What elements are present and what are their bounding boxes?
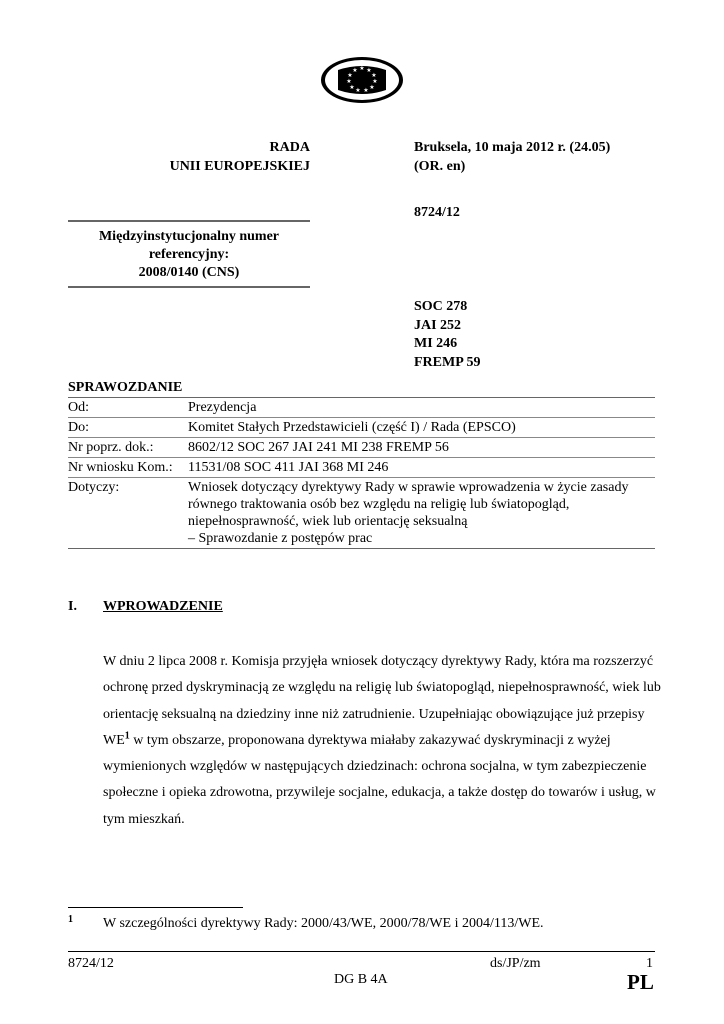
- council-line-2: UNII EUROPEJSKIEJ: [169, 159, 310, 174]
- council-name: [100, 138, 310, 176]
- subject-line: – Sprawozdanie z postępów prac: [188, 531, 373, 546]
- row-key: Dotyczy:: [68, 478, 188, 549]
- council-line-1: RADA: [269, 140, 310, 155]
- footnote-mark: 1: [68, 914, 73, 925]
- table-row: [68, 458, 655, 478]
- svg-text:★: ★: [369, 84, 375, 91]
- date-block: [414, 138, 610, 176]
- row-key: Nr wniosku Kom.:: [68, 458, 188, 478]
- report-title: SPRAWOZDANIE: [68, 380, 183, 395]
- svg-text:★: ★: [372, 78, 378, 85]
- footnote-reference[interactable]: 1: [124, 730, 130, 742]
- code-item: FREMP 59: [414, 354, 481, 370]
- subject-line: niepełnosprawność, wiek lub orientację seksualną: [188, 514, 468, 529]
- svg-text:★: ★: [355, 87, 361, 94]
- subject-value: [188, 478, 655, 549]
- intro-paragraph: [103, 649, 663, 833]
- table-row: [68, 438, 655, 458]
- footer-separator: [68, 951, 655, 952]
- footer-doc-number: 8724/12: [68, 956, 114, 971]
- subject-line: Wniosek dotyczący dyrektywy Rady w sprawie wprowadzenia w życie zasady: [188, 480, 629, 495]
- section-title: WPROWADZENIE: [103, 599, 223, 614]
- eu-council-emblem-icon: [320, 56, 404, 104]
- row-value: Prezydencja: [188, 398, 655, 418]
- footnote-text: W szczególności dyrektywy Rady: 2000/43/WE, 2000/78/WE i 2004/113/WE.: [103, 916, 544, 931]
- row-key: Nr poprz. dok.:: [68, 438, 188, 458]
- footnote-separator: [68, 907, 243, 908]
- row-value: Komitet Stałych Przedstawicieli (część I) / Rada (EPSCO): [188, 418, 655, 438]
- svg-text:★: ★: [349, 84, 355, 91]
- footer-dg: DG B 4A: [334, 972, 388, 987]
- place-date: Bruksela, 10 maja 2012 r. (24.05): [414, 140, 611, 155]
- subject-codes: [414, 298, 481, 372]
- section-number: I.: [68, 599, 77, 614]
- ref-label-1: Międzyinstytucjonalny numer: [98, 229, 280, 244]
- table-row: [68, 418, 655, 438]
- ref-label-2: referencyjny:: [148, 247, 230, 262]
- svg-text:★: ★: [366, 67, 372, 74]
- footer-page-number: 1: [646, 956, 653, 971]
- code-item: SOC 278: [414, 299, 468, 314]
- ref-value: 2008/0140 (CNS): [138, 265, 240, 280]
- svg-text:★: ★: [347, 72, 353, 79]
- svg-text:★: ★: [352, 67, 358, 74]
- row-value: 11531/08 SOC 411 JAI 368 MI 246: [188, 458, 655, 478]
- para-text-before: W dniu 2 lipca 2008 r. Komisja przyjęła wniosek dotyczący dyrektywy Rady, która ma rozszerzyć ochronę przed dyskryminacją ze względu na religię lub światopogląd, niepełnosprawność, wiek lub orientację seksualną na dziedziny inne niż zatrudnienie. Uzupełniając obowiązujące już przepisy WE: [103, 654, 661, 748]
- svg-text:★: ★: [346, 78, 352, 85]
- document-number: 8724/12: [414, 205, 460, 220]
- svg-text:★: ★: [359, 65, 365, 72]
- subject-line: równego traktowania osób bez względu na religię lub światopogląd,: [188, 497, 570, 512]
- report-metadata-table: [68, 397, 655, 549]
- table-row: [68, 398, 655, 418]
- row-key: Od:: [68, 398, 188, 418]
- row-value: 8602/12 SOC 267 JAI 241 MI 238 FREMP 56: [188, 438, 655, 458]
- footer-initials: ds/JP/zm: [490, 956, 541, 971]
- row-key: Do:: [68, 418, 188, 438]
- code-item: MI 246: [414, 336, 458, 351]
- svg-text:★: ★: [363, 87, 369, 94]
- code-item: JAI 252: [414, 317, 462, 333]
- footer-language: PL: [627, 970, 654, 994]
- interinstitutional-reference-box: [68, 220, 310, 288]
- para-text-after: w tym obszarze, proponowana dyrektywa miałaby zakazywać dyskryminacji z wyżej wymienionych względów w następujących dziedzinach: ochrona socjalna, w tym zabezpieczenie społeczne i opieka zdrowotna, przywileje socjalne, edukacja, a także dostęp do towarów i usług, w tym mieszkań.: [103, 732, 656, 827]
- original-language: (OR. en): [414, 159, 466, 174]
- svg-text:★: ★: [371, 72, 377, 79]
- table-row-subject: [68, 478, 655, 549]
